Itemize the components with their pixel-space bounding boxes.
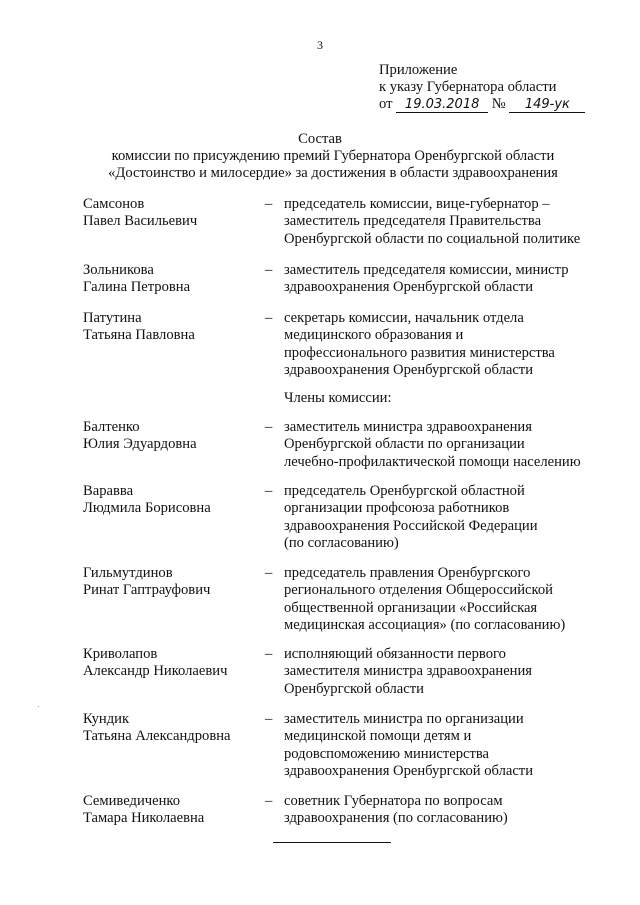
member-name — [83, 793, 263, 828]
member-role — [284, 565, 604, 635]
member-surname: Кундик — [83, 711, 130, 727]
member-given-names: Тамара Николаевна — [83, 810, 205, 827]
title-line-3: «Достоинство и милосердие» за достижения в области здравоохранения — [108, 165, 558, 181]
member-given-names: Павел Васильевич — [83, 213, 198, 230]
dash-separator: – — [265, 711, 273, 727]
role-line: здравоохранения Оренбургской области — [284, 763, 533, 780]
decree-number: 149-ук — [509, 98, 585, 113]
member-role — [284, 196, 604, 248]
document-title — [0, 131, 640, 182]
member-role — [284, 310, 604, 380]
role-line: заместитель председателя Правительства — [284, 213, 542, 230]
members-heading: Члены комиссии: — [284, 390, 392, 406]
member-surname: Гильмутдинов — [83, 565, 173, 581]
member-given-names: Галина Петровна — [83, 279, 191, 296]
page-number: 3 — [317, 38, 323, 52]
appendix-date-number-line — [379, 96, 585, 113]
role-line: медицинская ассоциация» (по согласованию) — [284, 617, 566, 634]
appendix-decree-ref: к указу Губернатора области — [379, 79, 557, 95]
member-name — [83, 483, 263, 518]
role-line: общественной организации «Российская — [284, 599, 538, 616]
title-line-2: комиссии по присуждению премий Губернатора Оренбургской области — [111, 148, 555, 164]
role-line: здравоохранения Российской Федерации — [284, 517, 538, 534]
member-role — [284, 793, 604, 828]
role-line: председатель Оренбургской областной — [284, 483, 525, 499]
role-line: секретарь комиссии, начальник отдела — [284, 310, 524, 326]
role-line: здравоохранения (по согласованию) — [284, 810, 508, 827]
member-given-names: Татьяна Павловна — [83, 327, 195, 344]
member-role — [284, 262, 604, 297]
role-line: медицинского образования и — [284, 327, 464, 344]
role-line: Оренбургской области по социальной политике — [284, 230, 581, 247]
role-line: председатель правления Оренбургского — [284, 565, 531, 581]
member-name — [83, 310, 263, 345]
member-given-names: Юлия Эдуардовна — [83, 436, 197, 453]
dash-separator: – — [265, 262, 273, 278]
member-name — [83, 419, 263, 454]
member-surname: Зольникова — [83, 262, 154, 278]
role-line: заместителя министра здравоохранения — [284, 663, 533, 680]
member-surname: Патутина — [83, 310, 142, 326]
closing-rule — [273, 842, 391, 843]
role-line: исполняющий обязанности первого — [284, 646, 506, 662]
role-line: заместитель министра здравоохранения — [284, 419, 532, 435]
member-surname: Криволапов — [83, 646, 158, 662]
dash-separator: – — [265, 565, 273, 581]
role-line: (по согласованию) — [284, 535, 399, 552]
appendix-label: Приложение — [379, 62, 458, 78]
member-given-names: Ринат Гаптрауфович — [83, 582, 211, 599]
member-surname: Варавва — [83, 483, 134, 499]
role-line: здравоохранения Оренбургской области — [284, 279, 533, 296]
scan-speck — [38, 706, 39, 707]
dash-separator: – — [265, 310, 273, 326]
member-name — [83, 646, 263, 681]
from-label: от — [379, 96, 393, 112]
decree-date: 19.03.2018 — [396, 98, 488, 113]
role-line: Оренбургской области — [284, 680, 424, 697]
member-name — [83, 711, 263, 746]
member-name — [83, 262, 263, 297]
member-given-names: Людмила Борисовна — [83, 500, 211, 517]
dash-separator: – — [265, 483, 273, 499]
role-line: профессионального развития министерства — [284, 344, 555, 361]
member-name — [83, 196, 263, 231]
role-line: лечебно-профилактической помощи населению — [284, 453, 581, 470]
member-name — [83, 565, 263, 600]
member-surname: Самсонов — [83, 196, 145, 212]
role-line: заместитель председателя комиссии, министр — [284, 262, 569, 278]
role-line: регионального отделения Общероссийской — [284, 582, 553, 599]
role-line: медицинской помощи детям и — [284, 728, 472, 745]
role-line: заместитель министра по организации — [284, 711, 524, 727]
role-line: Оренбургской области по организации — [284, 436, 525, 453]
dash-separator: – — [265, 196, 273, 212]
member-role — [284, 711, 604, 781]
role-line: советник Губернатора по вопросам — [284, 793, 503, 809]
number-label: № — [491, 96, 506, 112]
dash-separator: – — [265, 419, 273, 435]
dash-separator: – — [265, 646, 273, 662]
member-surname: Семиведиченко — [83, 793, 181, 809]
member-role — [284, 483, 604, 553]
role-line: родовспоможению министерства — [284, 745, 490, 762]
role-line: председатель комиссии, вице-губернатор – — [284, 196, 550, 212]
role-line: здравоохранения Оренбургской области — [284, 362, 533, 379]
member-given-names: Александр Николаевич — [83, 663, 228, 680]
member-surname: Балтенко — [83, 419, 140, 435]
member-role — [284, 646, 604, 698]
title-line-1: Состав — [298, 131, 342, 147]
member-given-names: Татьяна Александровна — [83, 728, 231, 745]
dash-separator: – — [265, 793, 273, 809]
role-line: организации профсоюза работников — [284, 500, 510, 517]
member-role — [284, 419, 604, 471]
appendix-header — [379, 62, 585, 113]
